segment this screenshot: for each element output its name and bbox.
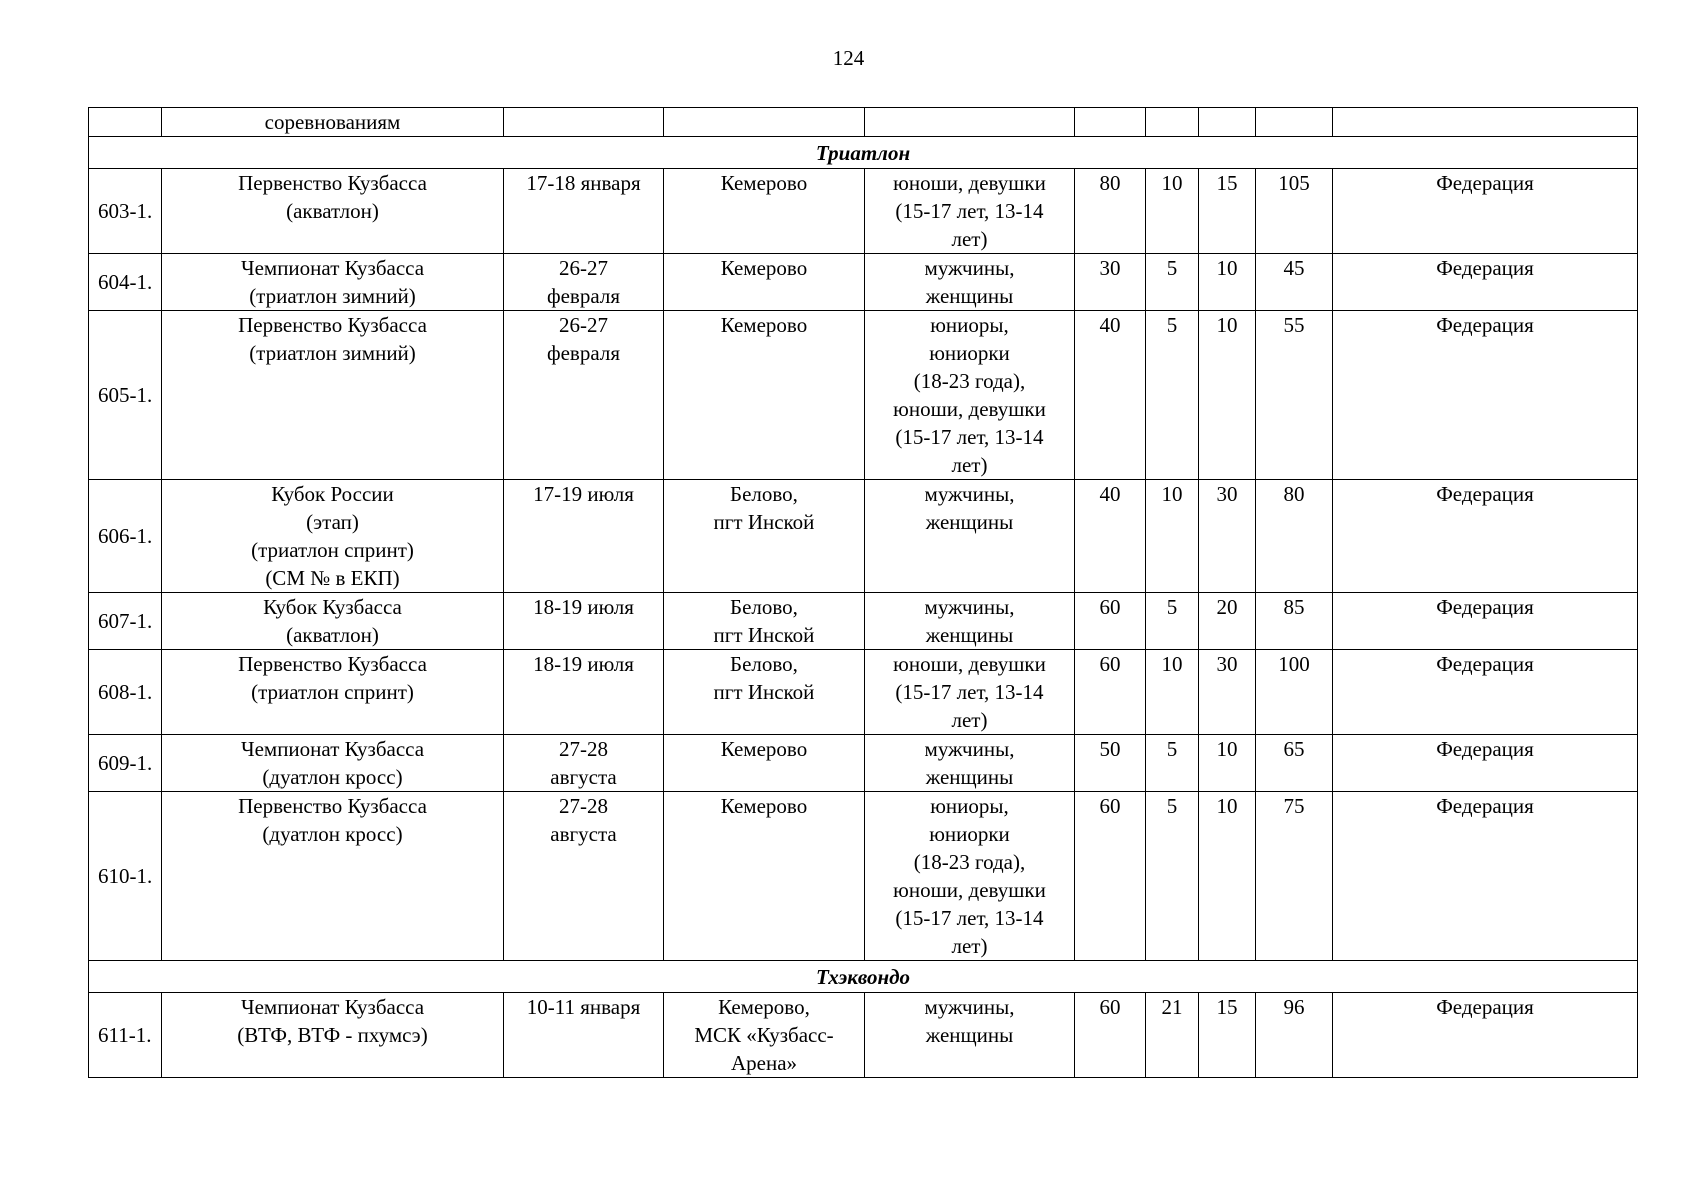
cell-category: мужчины, женщины [865, 735, 1075, 792]
cell-organizer: Федерация [1333, 792, 1638, 961]
cell-count-total: 80 [1256, 480, 1333, 593]
cell-organizer: Федерация [1333, 650, 1638, 735]
cell-count-total: 55 [1256, 311, 1333, 480]
cell-count-3: 15 [1199, 993, 1256, 1078]
cell-date: 10-11 января [504, 993, 664, 1078]
cell-count-2: 5 [1146, 735, 1199, 792]
table-row [89, 480, 1638, 593]
cell-event-name: Чемпионат Кузбасса (ВТФ, ВТФ - пхумсэ) [162, 993, 504, 1078]
cell-num: 609-1. [89, 735, 162, 792]
cell-count-3: 10 [1199, 254, 1256, 311]
cell-place: Белово, пгт Инской [664, 593, 865, 650]
cell-count-1: 40 [1075, 480, 1146, 593]
table-row [89, 311, 1638, 480]
cell-organizer: Федерация [1333, 254, 1638, 311]
cell-date: 27-28 августа [504, 735, 664, 792]
cell-num: 605-1. [89, 311, 162, 480]
cell-count-3: 30 [1199, 650, 1256, 735]
cell-date [504, 108, 664, 137]
cell-count-2 [1146, 108, 1199, 137]
cell-place: Кемерово [664, 311, 865, 480]
cell-organizer: Федерация [1333, 593, 1638, 650]
cell-count-3: 20 [1199, 593, 1256, 650]
cell-organizer: Федерация [1333, 735, 1638, 792]
cell-organizer: Федерация [1333, 311, 1638, 480]
cell-count-2: 5 [1146, 593, 1199, 650]
cell-num: 610-1. [89, 792, 162, 961]
cell-count-total: 75 [1256, 792, 1333, 961]
cell-count-1: 60 [1075, 792, 1146, 961]
cell-event-name: Чемпионат Кузбасса (дуатлон кросс) [162, 735, 504, 792]
cell-count-total: 96 [1256, 993, 1333, 1078]
table-row [89, 993, 1638, 1078]
cell-count-3 [1199, 108, 1256, 137]
cell-count-2: 10 [1146, 480, 1199, 593]
cell-num: 607-1. [89, 593, 162, 650]
cell-place [664, 108, 865, 137]
page-number: 124 [832, 46, 865, 70]
cell-date: 18-19 июля [504, 650, 664, 735]
cell-category: мужчины, женщины [865, 480, 1075, 593]
cell-event-name: Кубок Кузбасса (акватлон) [162, 593, 504, 650]
cell-count-1: 40 [1075, 311, 1146, 480]
cell-count-total: 100 [1256, 650, 1333, 735]
cell-place: Кемерово, МСК «Кузбасс- Арена» [664, 993, 865, 1078]
cell-event-name: Чемпионат Кузбасса (триатлон зимний) [162, 254, 504, 311]
cell-category: юноши, девушки (15-17 лет, 13-14 лет) [865, 169, 1075, 254]
table-row [89, 735, 1638, 792]
table-row [89, 254, 1638, 311]
cell-organizer [1333, 108, 1638, 137]
cell-count-1: 30 [1075, 254, 1146, 311]
cell-count-total: 105 [1256, 169, 1333, 254]
cell-count-total: 85 [1256, 593, 1333, 650]
cell-event-name: Первенство Кузбасса (триатлон зимний) [162, 311, 504, 480]
cell-event-name: Первенство Кузбасса (триатлон спринт) [162, 650, 504, 735]
cell-event-name: Первенство Кузбасса (дуатлон кросс) [162, 792, 504, 961]
cell-category: юноши, девушки (15-17 лет, 13-14 лет) [865, 650, 1075, 735]
cell-category [865, 108, 1075, 137]
cell-num: 604-1. [89, 254, 162, 311]
cell-category: мужчины, женщины [865, 993, 1075, 1078]
events-table [88, 107, 1638, 1078]
section-title: Триатлон [89, 137, 1638, 169]
cell-count-1 [1075, 108, 1146, 137]
table-row [89, 650, 1638, 735]
cell-category: мужчины, женщины [865, 593, 1075, 650]
table-row [89, 169, 1638, 254]
cell-organizer: Федерация [1333, 169, 1638, 254]
cell-event-name: Первенство Кузбасса (акватлон) [162, 169, 504, 254]
cell-date: 18-19 июля [504, 593, 664, 650]
section-header-row [89, 137, 1638, 169]
cell-num: 606-1. [89, 480, 162, 593]
cell-count-2: 5 [1146, 792, 1199, 961]
cell-count-total [1256, 108, 1333, 137]
cell-place: Кемерово [664, 735, 865, 792]
cell-count-2: 5 [1146, 311, 1199, 480]
cell-num: 603-1. [89, 169, 162, 254]
cell-category: юниоры, юниорки (18-23 года), юноши, девушки (15-17 лет, 13-14 лет) [865, 311, 1075, 480]
cell-num: 608-1. [89, 650, 162, 735]
cell-date: 26-27 февраля [504, 254, 664, 311]
section-title: Тхэквондо [89, 961, 1638, 993]
cell-organizer: Федерация [1333, 993, 1638, 1078]
cell-count-3: 10 [1199, 792, 1256, 961]
cell-place: Белово, пгт Инской [664, 480, 865, 593]
cell-count-1: 50 [1075, 735, 1146, 792]
cell-count-total: 45 [1256, 254, 1333, 311]
cell-organizer: Федерация [1333, 480, 1638, 593]
cell-count-3: 10 [1199, 311, 1256, 480]
cell-count-3: 30 [1199, 480, 1256, 593]
cell-count-2: 21 [1146, 993, 1199, 1078]
cell-category: юниоры, юниорки (18-23 года), юноши, девушки (15-17 лет, 13-14 лет) [865, 792, 1075, 961]
cell-event-name: соревнованиям [162, 108, 504, 137]
cell-count-3: 10 [1199, 735, 1256, 792]
table-row [89, 593, 1638, 650]
cell-count-1: 60 [1075, 993, 1146, 1078]
cell-count-2: 10 [1146, 169, 1199, 254]
continuation-row [89, 108, 1638, 137]
cell-event-name: Кубок России (этап) (триатлон спринт) (СМ № в ЕКП) [162, 480, 504, 593]
cell-count-2: 10 [1146, 650, 1199, 735]
section-header-row [89, 961, 1638, 993]
cell-place: Кемерово [664, 792, 865, 961]
cell-category: мужчины, женщины [865, 254, 1075, 311]
cell-place: Кемерово [664, 254, 865, 311]
cell-num: 611-1. [89, 993, 162, 1078]
events-table-body [89, 108, 1638, 1078]
cell-date: 17-18 января [504, 169, 664, 254]
cell-date: 17-19 июля [504, 480, 664, 593]
cell-count-2: 5 [1146, 254, 1199, 311]
cell-date: 27-28 августа [504, 792, 664, 961]
table-row [89, 792, 1638, 961]
cell-count-1: 60 [1075, 593, 1146, 650]
cell-count-3: 15 [1199, 169, 1256, 254]
cell-count-total: 65 [1256, 735, 1333, 792]
cell-place: Кемерово [664, 169, 865, 254]
cell-num [89, 108, 162, 137]
cell-count-1: 60 [1075, 650, 1146, 735]
cell-count-1: 80 [1075, 169, 1146, 254]
cell-place: Белово, пгт Инской [664, 650, 865, 735]
cell-date: 26-27 февраля [504, 311, 664, 480]
